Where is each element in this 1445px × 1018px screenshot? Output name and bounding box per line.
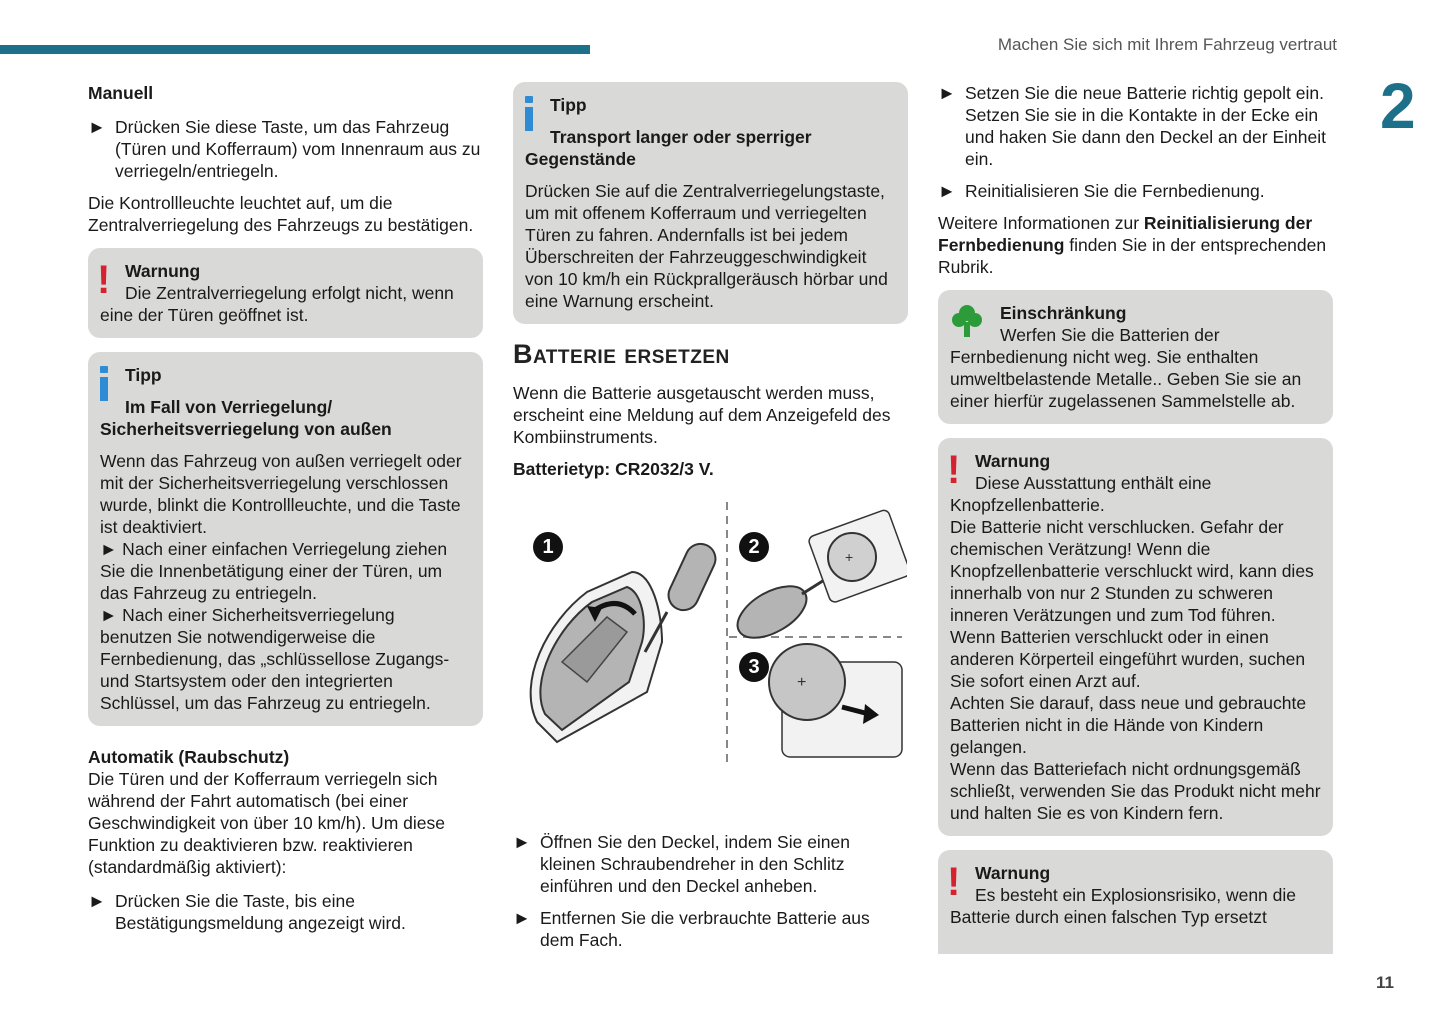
battery-type: Batterietyp: CR2032/3 V. <box>513 459 714 479</box>
tip-subtitle: Im Fall von Verriegelung/ Sicherheitsverriegelung von außen <box>100 397 392 439</box>
tip-title: Tipp <box>125 365 162 385</box>
column-right <box>938 82 1333 968</box>
tip-title: Tipp <box>550 95 587 115</box>
bullet-item: ► Drücken Sie diese Taste, um das Fahrzeug (Türen und Kofferraum) vom Innenraum aus zu verriegeln/entriegeln. <box>88 117 481 181</box>
battery-replacement-figure <box>517 502 907 787</box>
column-middle <box>513 82 908 961</box>
warning-text: Diese Ausstattung enthält eine Knopfzellenbatterie. <box>950 473 1212 515</box>
chapter-number: 2 <box>1380 70 1416 142</box>
restriction-text: Werfen Sie die Batterien der Fernbedienung nicht weg. Sie enthalten umweltbelastende Metalle.. Geben Sie sie an einer hierfür zugelassenen Sammelstelle ab. <box>950 325 1302 411</box>
info-icon <box>98 366 110 401</box>
tip-subtitle: Transport langer oder sperriger Gegenstände <box>525 127 812 169</box>
restriction-title: Einschränkung <box>1000 303 1127 323</box>
tip-paragraph: Drücken Sie auf die Zentralverriegelungstaste, um mit offenem Kofferraum und verriegelten Türen zu fahren. Andernfalls ist bei jedem Überschreiten der Fahrzeuggeschwindigkeit von 10 km/h ein Rückprallgeräusch hörbar und eine Warnung erscheint. <box>525 181 888 311</box>
tip-paragraph: Wenn das Fahrzeug von außen verriegelt oder mit der Sicherheitsverriegelung verschlossen wurde, blinkt die Kontrollleuchte, und die Taste ist deaktiviert. <box>100 451 462 537</box>
warning-text: Die Zentralverriegelung erfolgt nicht, wenn eine der Türen geöffnet ist. <box>100 283 454 325</box>
tip-box <box>88 352 483 726</box>
bullet-item: ► Öffnen Sie den Deckel, indem Sie einen kleinen Schraubendreher in den Schlitz einführen und den Deckel anheben. <box>513 832 851 896</box>
header-accent-bar <box>0 45 590 54</box>
arrow-right-icon: ► <box>88 891 106 911</box>
warning-text: Wenn das Batteriefach nicht ordnungsgemäß schließt, verwenden Sie das Produkt nicht mehr und halten Sie es von Kindern fern. <box>950 759 1321 823</box>
warning-text: Wenn Batterien verschluckt oder in einen anderen Körperteil eingeführt wurden, suchen Sie sofort einen Arzt auf. <box>950 627 1306 691</box>
warning-box <box>938 438 1333 836</box>
paragraph: Die Türen und der Kofferraum verriegeln sich während der Fahrt automatisch (bei einer Geschwindigkeit von über 10 km/h). Um diese Funktion zu deaktivieren bzw. reaktivieren (standardmäßig aktiviert): <box>88 769 445 877</box>
exclamation-icon: ! <box>947 860 961 904</box>
svg-text:+: + <box>797 674 807 691</box>
arrow-right-icon: ► <box>938 83 956 103</box>
bullet-item: ► Setzen Sie die neue Batterie richtig gepolt ein. Setzen Sie sie in die Kontakte in der Ecke ein und haken Sie dann den Deckel an der Einheit ein. <box>938 83 1326 169</box>
page-number: 11 <box>1376 973 1394 992</box>
warning-box <box>88 248 483 338</box>
exclamation-icon: ! <box>97 258 111 302</box>
step-number-1: 1 <box>533 532 563 562</box>
paragraph: Die Kontrollleuchte leuchtet auf, um die Zentralverriegelung des Fahrzeugs zu bestätigen. <box>88 193 474 235</box>
arrow-right-icon: ► <box>938 181 956 201</box>
warning-text: Es besteht ein Explosionsrisiko, wenn die Batterie durch einen falschen Typ ersetzt <box>950 885 1297 927</box>
battery-illustration <box>517 502 907 787</box>
tip-box <box>513 82 908 324</box>
info-bold: Reinitialisierung der Fernbedienung <box>938 213 1313 255</box>
warning-title: Warnung <box>975 863 1051 883</box>
svg-text:+: + <box>845 549 854 565</box>
tip-paragraph: ► Nach einer Sicherheitsverriegelung benutzen Sie notwendigerweise die Fernbedienung, das „schlüssellose Zugangs- und Startsystem oder den integrierten Schlüssel, um das Fahrzeug zu entriegeln. <box>100 605 450 713</box>
warning-text: Die Batterie nicht verschlucken. Gefahr der chemischen Verätzung! Wenn die Knopfzellenbatterie verschluckt wird, kann dies innerhalb von nur 2 Stunden zu schweren inneren Verätzungen und zum Tod führen. <box>950 517 1314 625</box>
section-heading: Batterie ersetzen <box>513 339 730 369</box>
warning-box <box>938 850 1333 954</box>
automatik-heading: Automatik (Raubschutz) <box>88 747 290 767</box>
step-number-2: 2 <box>739 532 769 562</box>
exclamation-icon: ! <box>947 448 961 492</box>
warning-text: Achten Sie darauf, dass neue und gebrauchte Batterien nicht in die Hände von Kindern gelangen. <box>950 693 1307 757</box>
tree-icon <box>952 304 982 338</box>
manuell-heading: Manuell <box>88 83 154 103</box>
bullet-item: ► Drücken Sie die Taste, bis eine Bestätigungsmeldung angezeigt wird. <box>88 891 406 933</box>
paragraph: Wenn die Batterie ausgetauscht werden muss, erscheint eine Meldung auf dem Anzeigefeld des Kombiinstruments. <box>513 383 891 447</box>
bullet-item: ► Reinitialisieren Sie die Fernbedienung. <box>938 181 1265 201</box>
arrow-right-icon: ► <box>88 117 106 137</box>
warning-title: Warnung <box>975 451 1051 471</box>
paragraph: Weitere Informationen zur Reinitialisierung der Fernbedienung finden Sie in der entsprechenden Rubrik. <box>938 213 1327 277</box>
running-header: Machen Sie sich mit Ihrem Fahrzeug vertraut <box>997 35 1337 54</box>
restriction-box <box>938 290 1333 424</box>
arrow-right-icon: ► <box>513 908 531 928</box>
info-icon <box>523 96 535 131</box>
step-number-3: 3 <box>739 652 769 682</box>
tip-paragraph: ► Nach einer einfachen Verriegelung ziehen Sie die Innenbetätigung einer der Türen, um das Fahrzeug zu entriegeln. <box>100 539 448 603</box>
arrow-right-icon: ► <box>513 832 531 852</box>
column-left <box>88 82 483 944</box>
warning-title: Warnung <box>125 261 201 281</box>
bullet-item: ► Entfernen Sie die verbrauchte Batterie aus dem Fach. <box>513 908 870 950</box>
